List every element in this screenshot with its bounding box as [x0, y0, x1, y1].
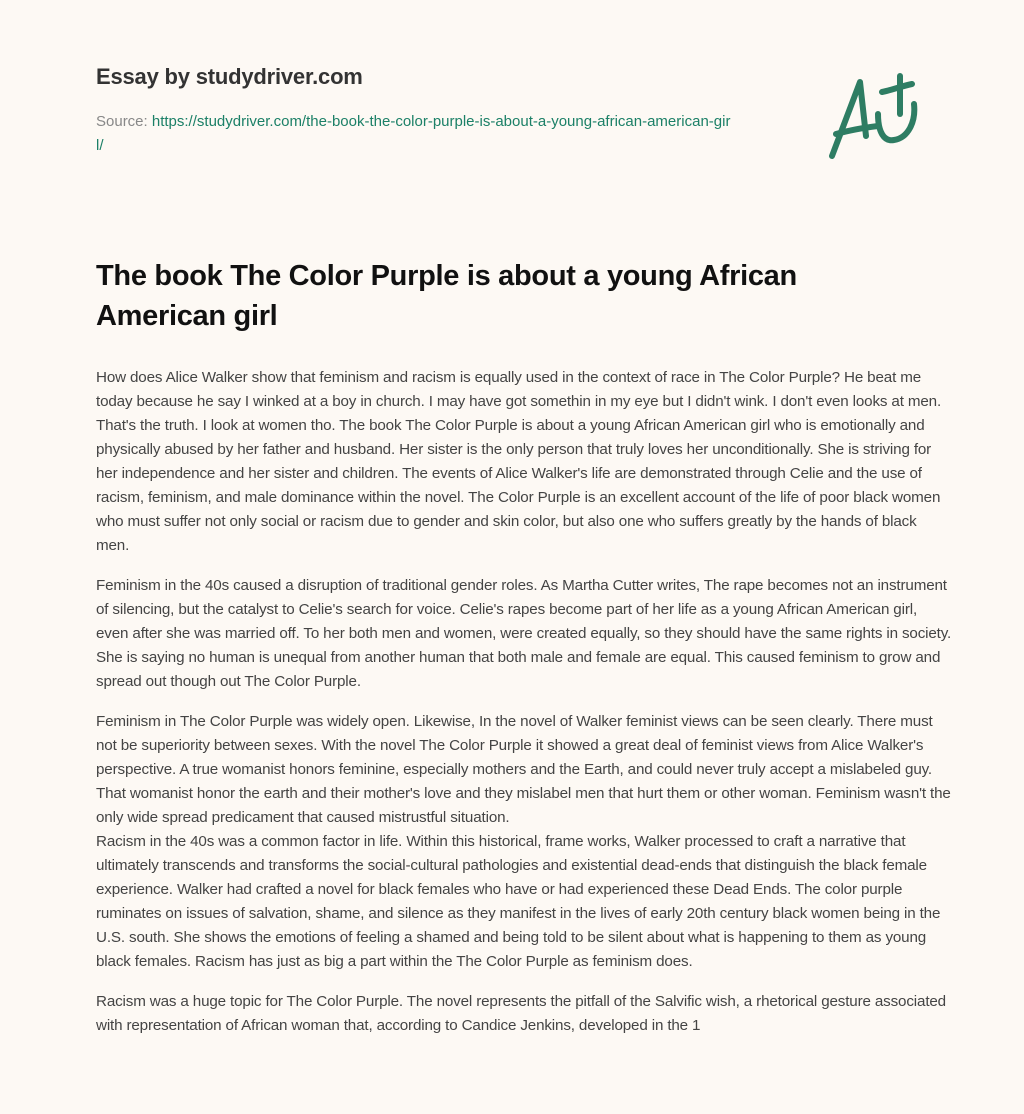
paragraph: Racism in the 40s was a common factor in life. Within this historical, frame works, Walker processed to craft a narrative that ultimately transcends and transforms the social-cultural pathologies and existential dead-ends that distinguish the black female experience. Walker had crafted a novel for black females who have or had experienced these Dead Ends. The color purple ruminates on issues of salvation, shame, and silence as they manifest in the lives of early 20th century black women being in the U.S. south. She shows the emotions of feeling a shamed and being told to be silent about what is happening to them as young black females. Racism has just as big a part within the The Color Purple as feminism does.	[96, 833, 941, 970]
document-title: The book The Color Purple is about a young African American girl	[96, 260, 797, 332]
source-line	[96, 110, 736, 158]
essay-page	[96, 0, 952, 1034]
source-label: Source:	[96, 113, 148, 130]
paragraph: How does Alice Walker show that feminism and racism is equally used in the context of race in The Color Purple? He beat me today because he say I winked at a boy in church. I may have got somethin in my eye but I didn't wink. I don't even looks at men. That's the truth. I look at women tho. The book The Color Purple is about a young African American girl who is emotionally and physically abused by her father and husband. Her sister is the only person that truly loves her unconditionally. She is striving for her independence and her sister and children. The events of Alice Walker's life are demonstrated through Celie and the use of racism, feminism, and male dominance within the novel. The Color Purple is an excellent account of the life of poor black women who must suffer not only social or racism due to gender and skin color, but also one who suffers greatly by the hands of black men.	[96, 369, 942, 554]
a-plus-grade-icon	[824, 68, 924, 164]
paragraph: Feminism in the 40s caused a disruption of traditional gender roles. As Martha Cutter writes, The rape becomes not an instrument of silencing, but the catalyst to Celie's search for voice. Celie's rapes become part of her life as a young African American girl, even after she was married off. To her both men and women, were created equally, so they should have the same rights in society. She is saying no human is unequal from another human that both male and female are equal. This caused feminism to grow and spread out though out The Color Purple.	[96, 577, 952, 690]
paragraph: Feminism in The Color Purple was widely open. Likewise, In the novel of Walker feminist views can be seen clearly. There must not be superiority between sexes. With the novel The Color Purple it showed a great deal of feminist views from Alice Walker's perspective. A true womanist honors feminine, especially mothers and the Earth, and could never truly accept a mislabeled guy. That womanist honor the earth and their mother's love and they mislabel men that hurt them or other woman. Feminism wasn't the only wide spread predicament that caused mistrustful situation.	[96, 713, 951, 826]
page-header	[96, 0, 944, 250]
document-body	[96, 366, 952, 1054]
site-title: Essay by studydriver.com	[96, 64, 363, 89]
paragraph: Racism was a huge topic for The Color Purple. The novel represents the pitfall of the Salvific wish, a rhetorical gesture associated with representation of African woman that, according to Candice Jenkins, developed in the 1	[96, 993, 946, 1034]
source-link[interactable]: https://studydriver.com/the-book-the-color-purple-is-about-a-young-african-american-girl/	[96, 113, 731, 154]
